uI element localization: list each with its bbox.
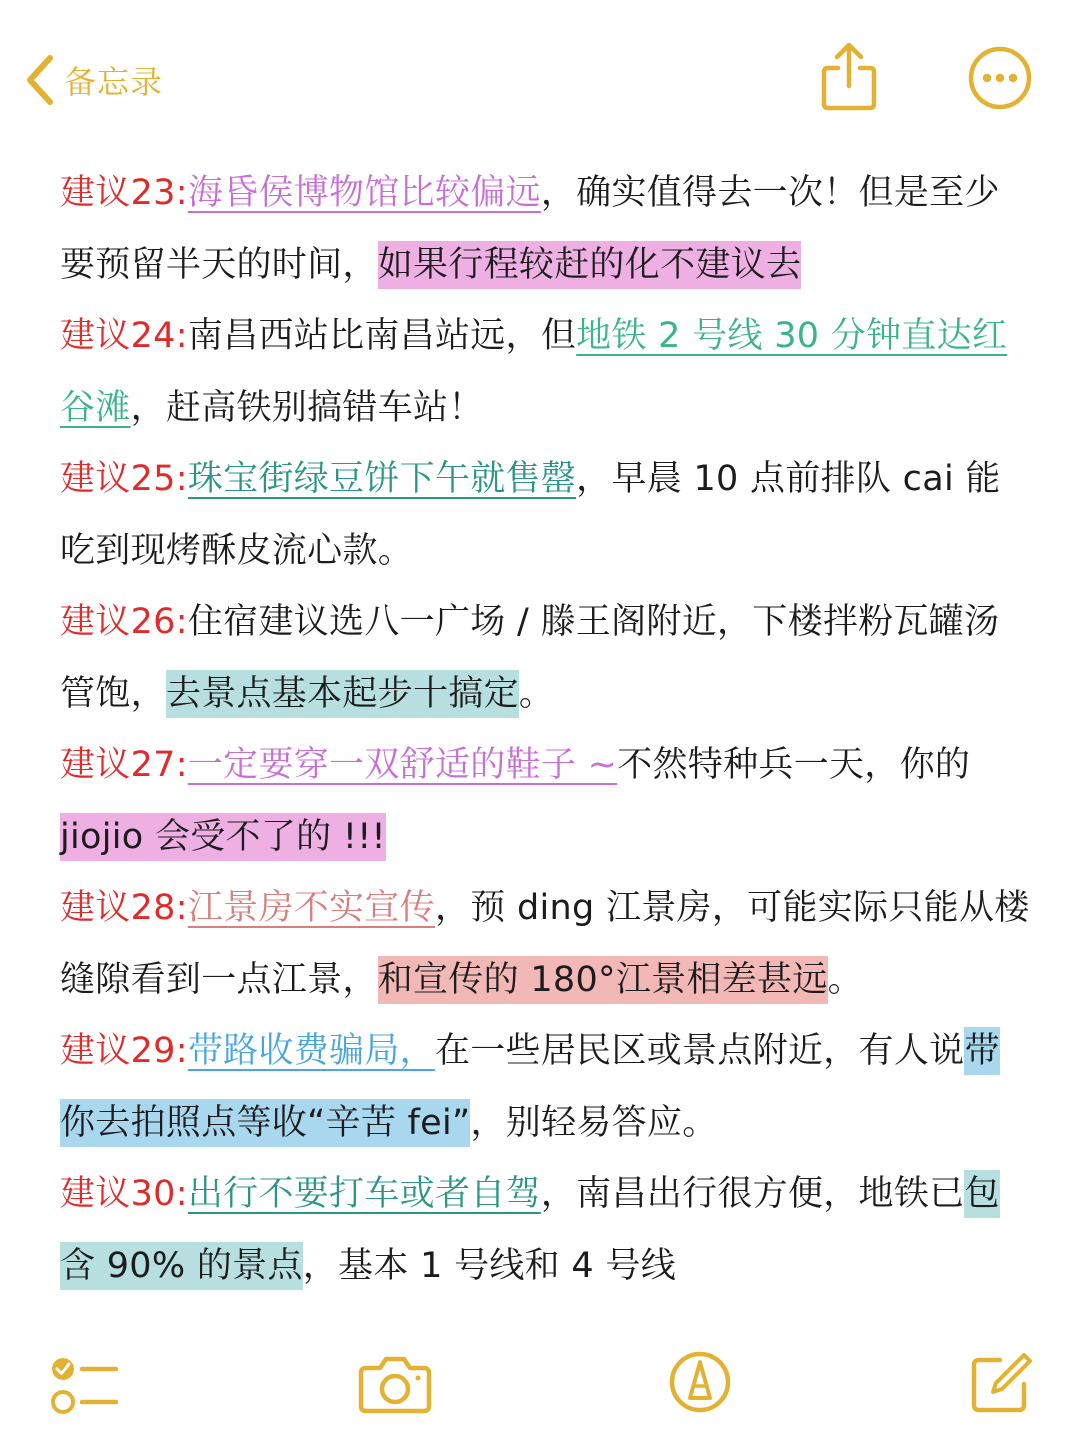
tip-text: 在一些居民区或景点附近，有人说 <box>434 1031 965 1071</box>
tip-29 <box>60 1016 1030 1159</box>
tip-text: ，别轻易答应。 <box>470 1102 718 1143</box>
tip-highlight: jiojio 会受不了的 !!! <box>60 813 386 861</box>
share-icon <box>818 97 880 116</box>
tip-label: 建议29: <box>60 1031 188 1071</box>
tip-link[interactable]: 海昏侯博物馆比较偏远 <box>187 173 541 213</box>
tip-text: ，基本 1 号线和 4 号线 <box>302 1245 676 1286</box>
checklist-icon <box>50 1354 120 1418</box>
tip-text: ，早晨 10 点前排队 cai 能吃到现烤酥皮流心款。 <box>60 459 1001 571</box>
compose-icon <box>968 1350 1034 1416</box>
back-button[interactable] <box>22 50 163 110</box>
tip-text: 不然特种兵一天，你的 <box>617 745 971 785</box>
tip-text: ，赶高铁别搞错车站！ <box>130 387 484 428</box>
tip-highlight: 和宣传的 180°江景相差甚远 <box>378 956 828 1004</box>
tip-text: ，确实值得去一次！但是至少要预留半天的时间， <box>60 173 1000 285</box>
navigation-bar <box>0 0 1080 140</box>
tip-label: 建议24: <box>60 316 188 356</box>
tip-label: 建议26: <box>60 602 188 642</box>
tip-28 <box>60 873 1030 1016</box>
camera-button[interactable] <box>358 1354 432 1414</box>
tip-25 <box>60 444 1030 587</box>
tip-link[interactable]: 出行不要打车或者自驾 <box>187 1174 541 1214</box>
checklist-button[interactable] <box>50 1354 120 1418</box>
markup-pen-icon <box>668 1350 732 1414</box>
chevron-left-icon <box>22 52 58 108</box>
bottom-toolbar <box>0 1340 1080 1440</box>
tip-label: 建议25: <box>60 459 188 499</box>
tip-text: 住宿建议选八一广场 / 滕王阁附近，下楼拌粉瓦罐汤管饱， <box>60 602 1000 714</box>
tip-highlight: 包含 90% 的景点 <box>60 1170 1000 1290</box>
tip-link[interactable]: 珠宝街绿豆饼下午就售罄 <box>187 459 577 499</box>
tip-30 <box>60 1159 1030 1302</box>
tip-24 <box>60 301 1030 444</box>
tip-link[interactable]: 一定要穿一双舒适的鞋子 ~ <box>187 745 618 785</box>
tip-23 <box>60 158 1030 301</box>
tip-text: 。 <box>518 673 555 714</box>
tip-text: ，预 ding 江景房，可能实际只能从楼缝隙看到一点江景， <box>60 888 1030 1000</box>
share-button[interactable] <box>818 40 880 112</box>
tip-link[interactable]: 江景房不实宣传 <box>187 888 435 928</box>
ellipsis-circle-icon <box>966 97 1034 116</box>
note-body[interactable] <box>60 158 1030 1302</box>
tip-label: 建议27: <box>60 745 188 785</box>
tip-highlight: 去景点基本起步十搞定 <box>166 670 519 718</box>
tip-27 <box>60 730 1030 873</box>
tip-26 <box>60 587 1030 730</box>
tip-label: 建议30: <box>60 1174 188 1214</box>
tip-link[interactable]: 地铁 2 号线 30 分钟直达红谷滩 <box>60 316 1008 428</box>
tip-label: 建议28: <box>60 888 188 928</box>
markup-button[interactable] <box>668 1350 732 1414</box>
tip-link[interactable]: 带路收费骗局， <box>187 1031 435 1071</box>
camera-icon <box>358 1354 432 1414</box>
back-label: 备忘录 <box>64 63 164 101</box>
tip-highlight: 带你去拍照点等收“辛苦 fei” <box>60 1027 1000 1147</box>
compose-button[interactable] <box>968 1350 1034 1416</box>
tip-highlight: 如果行程较赶的化不建议去 <box>378 241 802 289</box>
tip-label: 建议23: <box>60 173 188 213</box>
more-button[interactable] <box>966 44 1034 112</box>
tip-text: ，南昌出行很方便，地铁已 <box>540 1174 965 1214</box>
tip-text: 南昌西站比南昌站远，但 <box>187 316 577 356</box>
tip-text: 。 <box>827 959 863 1000</box>
